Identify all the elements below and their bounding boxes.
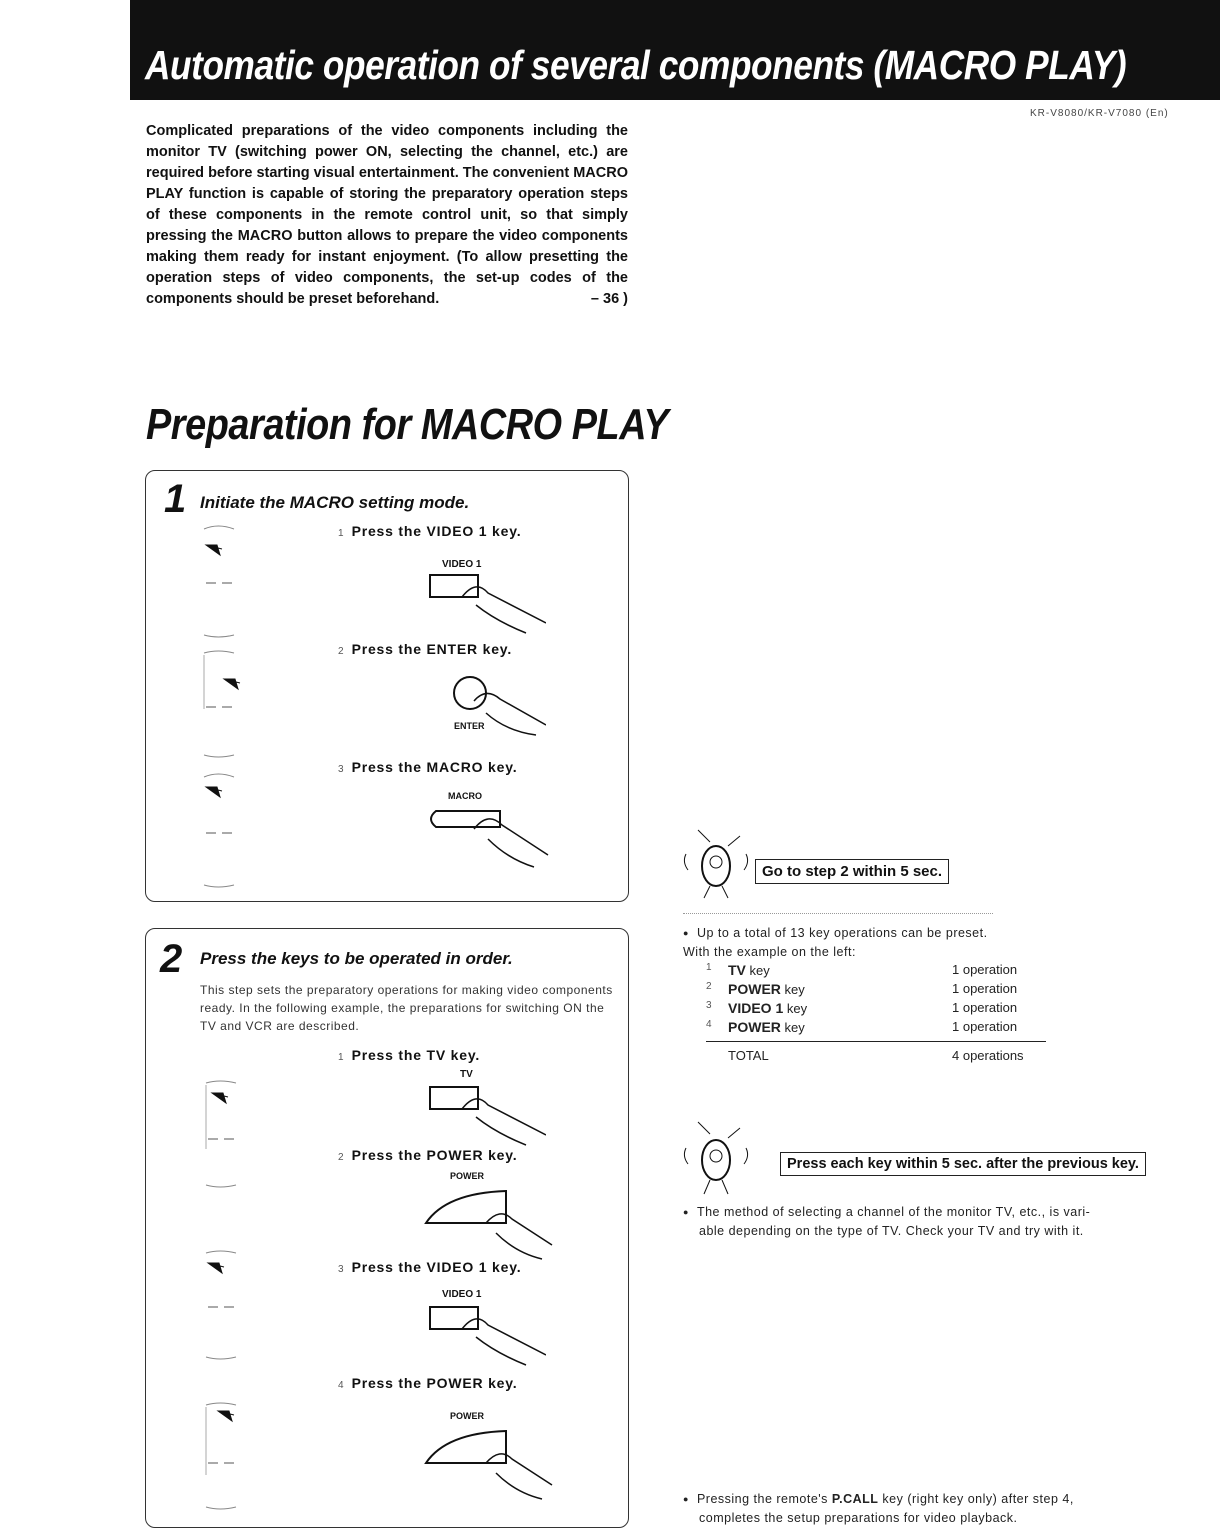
pcall-note: ● Pressing the remote's P.CALL key (right key only) after step 4, completes the setup preparations for video playback. xyxy=(683,1490,1074,1528)
divider xyxy=(683,913,993,914)
step1-substep-2: 2 Press the ENTER key. xyxy=(338,641,513,657)
remote-control-icon xyxy=(198,649,242,759)
step2-title: Press the keys to be operated in order. xyxy=(200,949,513,968)
table-row: 1 TV key 1 operation xyxy=(706,962,1018,978)
hand-pressing-key-icon xyxy=(424,803,554,873)
remote-control-icon xyxy=(200,1401,244,1513)
step2-substep-4: 4 Press the POWER key. xyxy=(338,1375,518,1391)
step2-substep-1: 1 Press the TV key. xyxy=(338,1047,481,1063)
model-number: KR-V8080/KR-V7080 (En) xyxy=(1030,108,1169,119)
clock-character-icon xyxy=(680,826,760,900)
step1-panel: 1 Initiate the MACRO setting mode. 1 Press the VIDEO 1 key. VIDEO 1 2 Press the ENTER key. ENTER 3 Press the MACRO key. MACRO xyxy=(145,470,629,902)
hand-pressing-key-icon xyxy=(426,571,546,635)
step2-substep-3: 3 Press the VIDEO 1 key. xyxy=(338,1259,522,1275)
table-row: 4 POWER key 1 operation xyxy=(706,1019,1018,1035)
hand-pressing-key-icon xyxy=(416,1423,556,1503)
step2-substep-2: 2 Press the POWER key. xyxy=(338,1147,518,1163)
remote-control-icon xyxy=(200,1079,244,1191)
page-reference: – 36 ) xyxy=(590,291,628,307)
callout-text-2: Press each key within 5 sec. after the previous key. xyxy=(780,1152,1146,1176)
table-total-row: TOTAL 4 operations xyxy=(706,1041,1046,1067)
step1-substep-1: 1 Press the VIDEO 1 key. xyxy=(338,523,522,539)
section-title: Preparation for MACRO PLAY xyxy=(146,400,669,449)
timing-callout-2 xyxy=(680,1118,760,1203)
callout-text-1: Go to step 2 within 5 sec. xyxy=(755,859,949,884)
step2-panel: 2 Press the keys to be operated in order. This step sets the preparatory operations for making video components ready. In the following example, the preparations for switching ON the TV and VCR are described. 1 Press the TV key. TV 2 Press the POWER key. POWER 3 Press the VIDEO 1 key. VIDEO 1 4 Press the POWER key. POWER xyxy=(145,928,629,1528)
intro-text: Complicated preparations of the video components including the monitor TV (switching power ON, selecting the channel, etc.) are required before starting visual entertainment. The convenient MACRO PLAY function is capable of storing the preparatory operation steps of these components in the remote control unit, so that simply pressing the MACRO button allows to prepare the video components making them ready for instant enjoyment. (To allow presetting the operation steps of video components, the set-up codes of the components should be preset beforehand. xyxy=(146,123,628,307)
intro-paragraph xyxy=(146,121,628,310)
step1-number: 1 xyxy=(164,477,187,521)
table-row: 3 VIDEO 1 key 1 operation xyxy=(706,1000,1018,1016)
hand-pressing-key-icon xyxy=(426,1303,546,1369)
remote-control-icon xyxy=(200,1249,244,1361)
step2-number: 2 xyxy=(160,937,183,981)
remote-control-icon xyxy=(198,523,242,643)
step1-title: Initiate the MACRO setting mode. xyxy=(200,493,470,512)
ops-note: ● Up to a total of 13 key operations can be preset. With the example on the left: xyxy=(683,924,988,962)
operations-table xyxy=(706,962,1046,1067)
remote-control-icon xyxy=(198,771,242,891)
page-title: Automatic operation of several components (MACRO PLAY) xyxy=(145,42,1127,88)
hand-pressing-key-icon xyxy=(416,1183,556,1263)
channel-note: ● The method of selecting a channel of the monitor TV, etc., is vari- able depending on the type of TV. Check your TV and try with it. xyxy=(683,1203,1090,1241)
timing-callout-1 xyxy=(680,826,760,905)
step2-description: This step sets the preparatory operations for making video components ready. In the following example, the preparations for switching ON the TV and VCR are described. xyxy=(200,983,613,1033)
hand-pressing-key-icon xyxy=(426,1083,546,1149)
clock-character-icon xyxy=(680,1118,760,1198)
step1-substep-3: 3 Press the MACRO key. xyxy=(338,759,518,775)
table-row: 2 POWER key 1 operation xyxy=(706,981,1018,997)
